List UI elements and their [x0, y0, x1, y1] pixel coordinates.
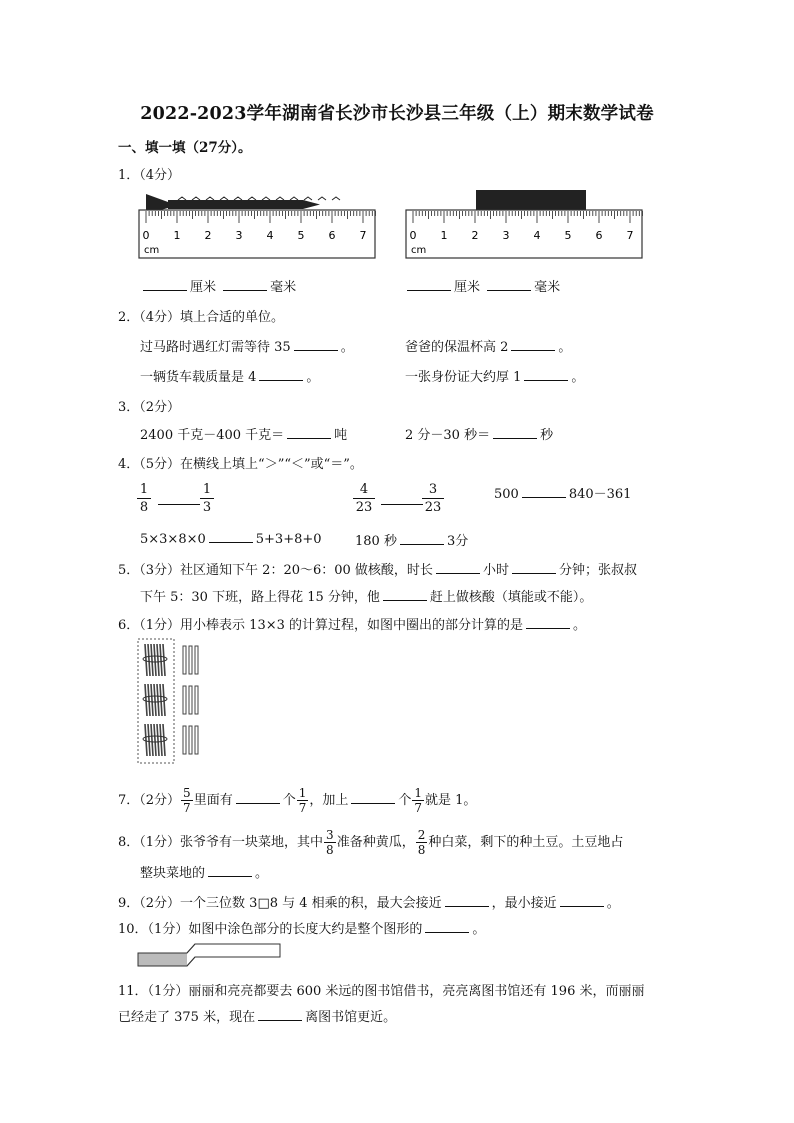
answer-blank[interactable] — [294, 338, 338, 351]
q1-right-answers: 厘米 毫米 — [404, 276, 560, 295]
ruler-tick-label: 0 — [409, 229, 417, 242]
question-11-line1: 11．（1分）丽丽和亮亮都要去 600 米远的图书馆借书，亮亮离图书馆还有 196 米，而丽丽 — [118, 984, 645, 999]
bundle-stick — [151, 644, 153, 676]
single-stick — [189, 726, 192, 754]
ruler-tick-label: 7 — [359, 229, 367, 242]
answer-blank[interactable] — [560, 894, 604, 907]
answer-blank[interactable] — [445, 894, 489, 907]
ruler-tick-label: 3 — [235, 229, 243, 242]
answer-blank[interactable] — [383, 588, 427, 601]
ruler-tick-label: 1 — [440, 229, 448, 242]
answer-blank[interactable] — [259, 368, 303, 381]
answer-blank[interactable] — [208, 864, 252, 877]
q3-item-a: 2400 千克－400 千克＝ 吨 — [140, 428, 348, 443]
bundle-stick — [160, 724, 162, 756]
bundle-stick — [160, 644, 162, 676]
answer-blank[interactable] — [223, 278, 267, 291]
answer-blank[interactable] — [381, 492, 423, 505]
bundle-stick — [148, 724, 150, 756]
single-stick — [195, 686, 198, 714]
q4-compare-c1: 500 840－361 — [494, 487, 632, 502]
q4-compare-d1: 5×3×8×0 5+3+8+0 — [140, 532, 322, 547]
ruler-tick-label: 5 — [564, 229, 572, 242]
bundle-stick — [163, 724, 165, 756]
ruler-tick-label: 3 — [502, 229, 510, 242]
q2-item-a: 过马路时遇红灯需等待 35 。 — [140, 340, 354, 355]
fraction: 1 8 — [137, 481, 151, 516]
single-stick — [183, 646, 186, 674]
q2-item-c: 一辆货车载质量是 4 。 — [140, 370, 320, 385]
single-stick — [183, 686, 186, 714]
answer-blank[interactable] — [407, 278, 451, 291]
answer-blank[interactable] — [425, 920, 469, 933]
single-stick — [195, 646, 198, 674]
ruler-tick-label: 6 — [595, 229, 603, 242]
bundle-stick — [154, 724, 156, 756]
ruler-tick-label: 2 — [204, 229, 212, 242]
question-5-line2: 下午 5：30 下班，路上得花 15 分钟，他 赶上做核酸（填能或不能）。 — [140, 590, 593, 605]
fraction: $\frac{1}{7}$ — [414, 786, 423, 815]
q4-compare-d2: 180 秒 3分 — [355, 534, 469, 549]
question-6: 6．（1分）用小棒表示 13×3 的计算过程，如图中圈出的部分计算的是 。 — [118, 618, 587, 633]
bundle-stick — [148, 684, 150, 716]
fraction: $\frac{5}{7}$ — [183, 786, 191, 815]
answer-blank[interactable] — [524, 368, 568, 381]
answer-blank[interactable] — [287, 426, 331, 439]
shaded-part — [138, 953, 187, 966]
answer-blank[interactable] — [236, 791, 280, 804]
question-1-header: 1．（4分） — [118, 168, 181, 183]
answer-blank[interactable] — [158, 492, 200, 505]
ruler-tick-label: 4 — [533, 229, 541, 242]
question-4-header: 4．（5分）在横线上填上“＞”“＜”或“＝”。 — [118, 457, 363, 472]
bundle-stick — [157, 684, 159, 716]
ruler-unit-label: cm — [411, 245, 427, 256]
bundle-stick — [151, 684, 153, 716]
ruler-tick-label: 2 — [471, 229, 479, 242]
section-heading: 一、填一填（27分）。 — [118, 140, 252, 156]
single-stick — [183, 726, 186, 754]
answer-blank[interactable] — [526, 616, 570, 629]
measured-bar — [476, 190, 586, 210]
q1-left-answers: 厘米 毫米 — [140, 276, 296, 295]
question-2-header: 2．（4分）填上合适的单位。 — [118, 310, 285, 325]
question-3-header: 3．（2分） — [118, 400, 181, 415]
answer-blank[interactable] — [487, 278, 531, 291]
bundle-stick — [163, 684, 165, 716]
answer-blank[interactable] — [522, 485, 566, 498]
bundle-stick — [160, 684, 162, 716]
q3-item-b: 2 分－30 秒＝ 秒 — [405, 428, 554, 443]
ruler-with-nail-figure — [138, 188, 378, 260]
bundle-stick — [145, 644, 147, 676]
bundle-stick — [163, 644, 165, 676]
ruler-tick-label: 1 — [173, 229, 181, 242]
bundle-stick — [157, 644, 159, 676]
q2-item-b: 爸爸的保温杯高 2 。 — [405, 340, 572, 355]
question-10: 10．（1分）如图中涂色部分的长度大约是整个图形的 。 — [118, 922, 486, 937]
question-8-line2: 整块菜地的 。 — [140, 866, 269, 881]
answer-blank[interactable] — [511, 338, 555, 351]
bundle-stick — [154, 684, 156, 716]
bundle-stick — [145, 684, 147, 716]
sticks-bundle-figure — [137, 638, 217, 766]
answer-blank[interactable] — [400, 532, 444, 545]
bundle-stick — [145, 724, 147, 756]
answer-blank[interactable] — [143, 278, 187, 291]
bundle-stick — [151, 724, 153, 756]
shaded-strip-figure — [137, 940, 287, 970]
fraction: 4 23 — [353, 481, 375, 516]
fraction: $\frac{3}{8}$ — [326, 828, 334, 857]
single-stick — [189, 686, 192, 714]
ruler-tick-label: 4 — [266, 229, 274, 242]
ruler-unit-label: cm — [144, 245, 160, 256]
answer-blank[interactable] — [512, 561, 556, 574]
bundle-stick — [157, 724, 159, 756]
question-9: 9．（2分）一个三位数 3□8 与 4 相乘的积，最大会接近 ，最小接近 。 — [118, 896, 620, 911]
question-11-line2: 已经走了 375 米，现在 离图书馆更近。 — [118, 1010, 397, 1025]
answer-blank[interactable] — [436, 561, 480, 574]
fraction: 3 23 — [422, 481, 444, 516]
question-7: 7．（2分） $\frac{5}{7}$ 里面有 个 $\frac{1}{7}$ ，加上 个 $\frac{1}{7}$ 就是 1。 — [118, 786, 477, 815]
question-8-line1: 8．（1分）张爷爷有一块菜地，其中 $\frac{3}{8}$ 准备种黄瓜， $\frac{2}{8}$ 种白菜，剩下的种土豆。土豆地占 — [118, 828, 624, 857]
fraction: $\frac{1}{7}$ — [298, 786, 307, 815]
answer-blank[interactable] — [258, 1008, 302, 1021]
answer-blank[interactable] — [209, 530, 253, 543]
ruler-tick-label: 0 — [142, 229, 150, 242]
answer-blank[interactable] — [493, 426, 537, 439]
single-stick — [189, 646, 192, 674]
answer-blank[interactable] — [351, 791, 395, 804]
page-title: 2022-2023学年湖南省长沙市长沙县三年级（上）期末数学试卷 — [140, 104, 654, 124]
fraction: 1 3 — [200, 481, 214, 516]
ruler-tick-label: 6 — [328, 229, 336, 242]
q2-item-d: 一张身份证大约厚 1 。 — [405, 370, 585, 385]
bundle-stick — [154, 644, 156, 676]
ruler-with-bar-figure — [405, 188, 645, 260]
single-stick — [195, 726, 198, 754]
bundle-stick — [148, 644, 150, 676]
question-5-line1: 5．（3分）社区通知下午 2：20～6：00 做核酸，时长 小时 分钟；张叔叔 — [118, 563, 637, 578]
fraction: $\frac{2}{8}$ — [417, 828, 426, 857]
ruler-tick-label: 5 — [297, 229, 305, 242]
ruler-tick-label: 7 — [626, 229, 634, 242]
